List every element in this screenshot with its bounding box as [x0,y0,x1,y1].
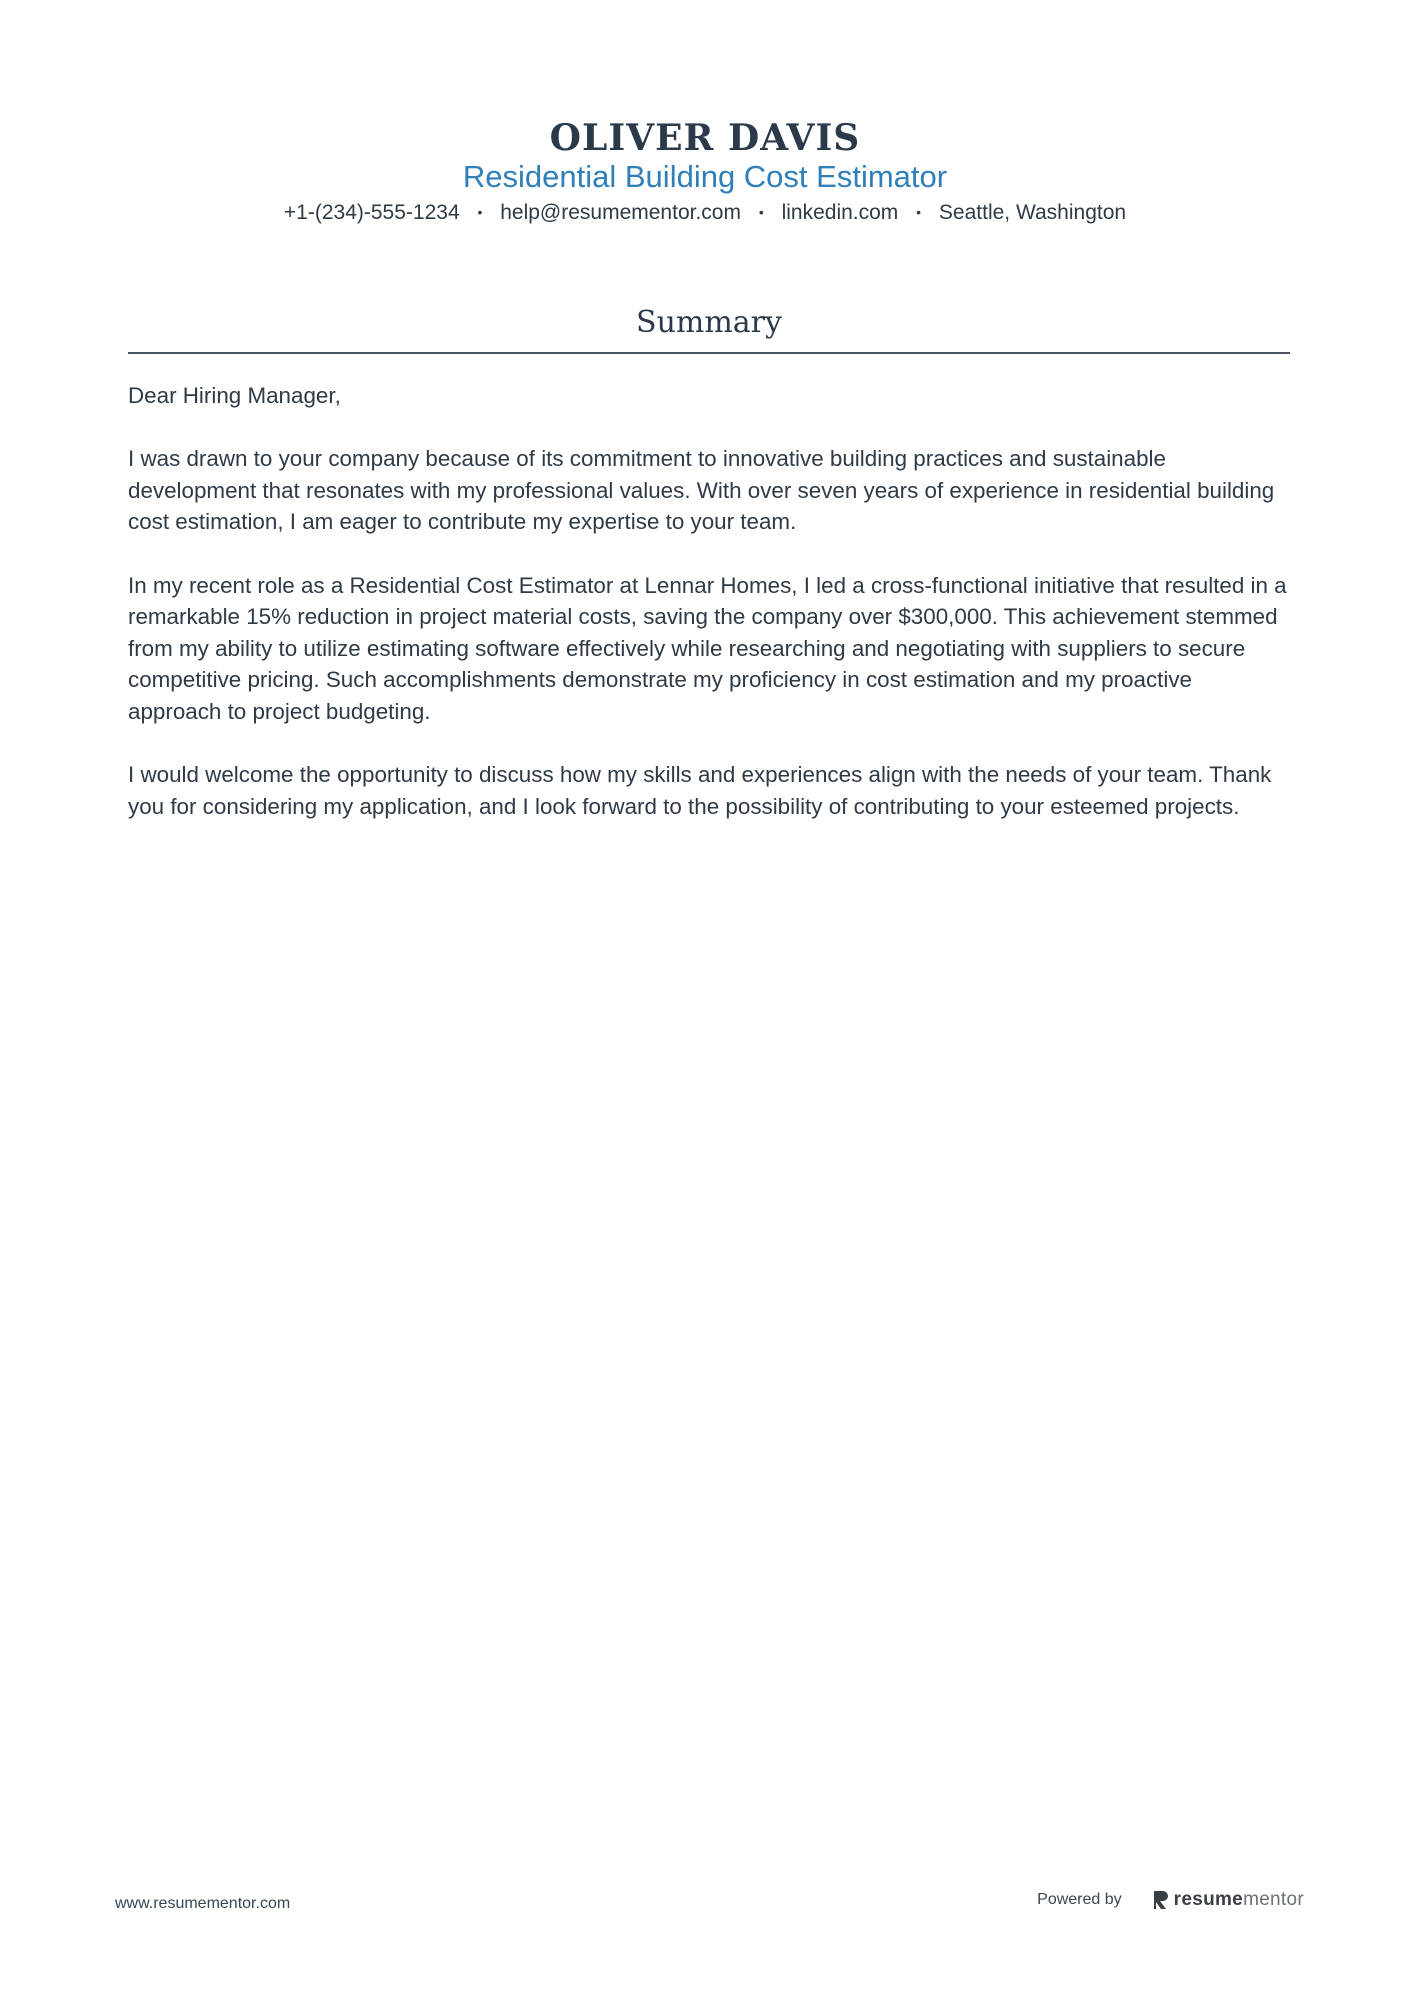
contact-linkedin[interactable]: linkedin.com [781,201,899,224]
candidate-name: OLIVER DAVIS [549,117,861,159]
resumementor-logo-icon [1152,1889,1170,1911]
brand-logo[interactable] [1152,1889,1304,1911]
letter-paragraph: In my recent role as a Residential Cost Estimator at Lennar Homes, I led a cross-functional initiative that resulted in a remarkable 15% reduction in project material costs, saving the company over $300,000. This achievement stemmed from my ability to utilize estimating software effectively while researching and negotiating with suppliers to secure competitive pricing. Such accomplishments demonstrate my proficiency in cost estimation and my proactive approach to project budgeting. [128,572,1287,724]
header [0,116,1410,227]
contact-separator: • [916,204,922,220]
contact-separator: • [758,204,764,220]
section-heading-summary: Summary [636,305,782,340]
contact-location: Seattle, Washington [938,201,1127,224]
letter-paragraph: I was drawn to your company because of its commitment to innovative building practices and sustainable development that resonates with my professional values. With over seven years of experience in residential building cost estimation, I am eager to contribute my expertise to your team. [128,446,1275,535]
contact-phone: +1-(234)-555-1234 [283,201,460,224]
letter-paragraph: I would welcome the opportunity to discuss how my skills and experiences align with the needs of your team. Thank you for considering my application, and I look forward to the possibility of contributing to your esteemed projects. [128,762,1272,819]
footer-branding [1037,1889,1304,1911]
contact-line [0,198,1410,227]
job-title: Residential Building Cost Estimator [462,159,948,194]
brand-wordmark-part1: resume [1173,1889,1244,1910]
powered-by-label: Powered by [1037,1891,1122,1908]
footer-website-link[interactable]: www.resumementor.com [115,1895,291,1912]
section-divider [128,352,1290,354]
contact-email[interactable]: help@resumementor.com [500,201,741,224]
letter-greeting: Dear Hiring Manager, [128,383,341,408]
brand-wordmark [1174,1889,1304,1911]
contact-separator: • [477,204,483,220]
brand-wordmark-part2: mentor [1243,1889,1304,1910]
letter-body [128,380,1290,854]
